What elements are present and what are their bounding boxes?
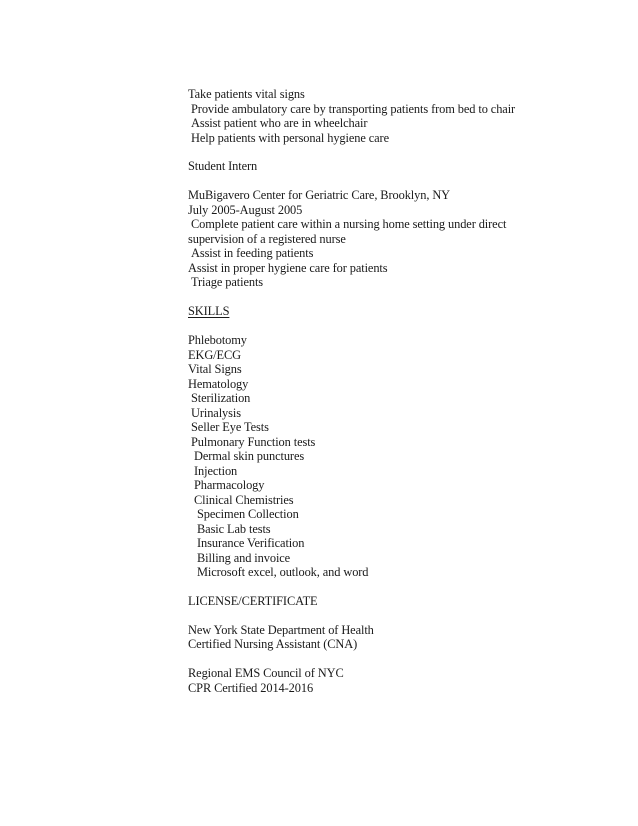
license-credential: CPR Certified 2014-2016 bbox=[188, 681, 314, 695]
skill-item: Phlebotomy bbox=[188, 333, 247, 347]
internship-employer: MuBigavero Center for Geriatric Care, Brooklyn, NY bbox=[188, 188, 451, 202]
internship-duty-line: supervision of a registered nurse bbox=[188, 232, 346, 246]
skill-item: Urinalysis bbox=[191, 406, 241, 420]
skill-item: Seller Eye Tests bbox=[191, 420, 269, 434]
skill-item: Pulmonary Function tests bbox=[191, 435, 316, 449]
skill-item: Microsoft excel, outlook, and word bbox=[197, 565, 369, 579]
skill-item: Specimen Collection bbox=[197, 507, 299, 521]
skill-item: EKG/ECG bbox=[188, 348, 241, 362]
internship-dates: July 2005-August 2005 bbox=[188, 203, 303, 217]
skill-item: Vital Signs bbox=[188, 362, 242, 376]
skill-item: Hematology bbox=[188, 377, 249, 391]
license-issuer: New York State Department of Health bbox=[188, 623, 374, 637]
internship-duty-line: Triage patients bbox=[191, 275, 264, 289]
internship-duty-line: Assist in feeding patients bbox=[191, 246, 314, 260]
skill-item: Dermal skin punctures bbox=[194, 449, 305, 463]
skill-item: Basic Lab tests bbox=[197, 522, 271, 536]
skill-item: Billing and invoice bbox=[197, 551, 291, 565]
skills-heading: SKILLS bbox=[188, 304, 230, 318]
duty-hygiene-care: Help patients with personal hygiene care bbox=[191, 131, 389, 145]
skill-item: Sterilization bbox=[191, 391, 251, 405]
internship-title: Student Intern bbox=[188, 159, 258, 173]
license-credential: Certified Nursing Assistant (CNA) bbox=[188, 637, 358, 651]
skill-item: Pharmacology bbox=[194, 478, 265, 492]
duty-wheelchair-assist: Assist patient who are in wheelchair bbox=[191, 116, 368, 130]
skill-item: Injection bbox=[194, 464, 238, 478]
license-heading: LICENSE/CERTIFICATE bbox=[188, 594, 318, 608]
license-issuer: Regional EMS Council of NYC bbox=[188, 666, 344, 680]
duty-vital-signs: Take patients vital signs bbox=[188, 87, 305, 101]
internship-duty-line: Complete patient care within a nursing home setting under direct bbox=[191, 217, 507, 231]
duty-ambulatory-care: Provide ambulatory care by transporting patients from bed to chair bbox=[191, 102, 516, 116]
skill-item: Clinical Chemistries bbox=[194, 493, 294, 507]
internship-duty-line: Assist in proper hygiene care for patients bbox=[188, 261, 388, 275]
skill-item: Insurance Verification bbox=[197, 536, 305, 550]
